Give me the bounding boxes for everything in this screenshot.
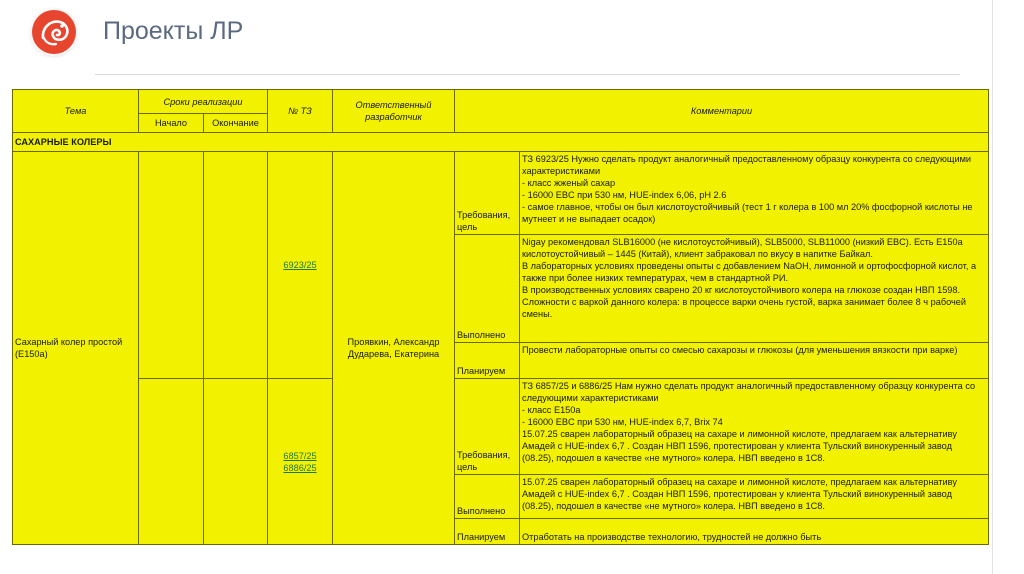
end-date-cell xyxy=(204,152,268,379)
tz-cell xyxy=(268,379,333,545)
header-tz: № ТЗ xyxy=(268,90,333,133)
row-label: Выполнено xyxy=(455,235,520,343)
row-label: Выполнено xyxy=(455,475,520,519)
slide-edge-divider xyxy=(992,0,993,574)
comment-text: Провести лабораторные опыты со смесью сахарозы и глюкозы (для уменьшения вязкости при варке) xyxy=(520,343,989,379)
responsible-cell: Проявкин, Александр Дударева, Екатерина xyxy=(333,152,455,545)
start-date-cell xyxy=(139,152,204,379)
header-end: Окончание xyxy=(204,114,268,133)
comment-text: 15.07.25 сварен лабораторный образец на сахаре и лимонной кислоте, предлагаем как альтернативу Амадей с HUE-index 6,7 . Создан НВП 1596, протестирован у клиента Тульский винокуренный завод (08.25), подошел в качестве «не мутного» колера. НВП введено в 1С8. xyxy=(520,475,989,519)
tz-link[interactable]: 6886/25 xyxy=(283,462,317,473)
header-row xyxy=(13,90,989,114)
comment-text: ТЗ 6923/25 Нужно сделать продукт аналогичный предоставленному образцу конкурента со следующими характеристиками - класс жженый сахар - 16000 EBC при 530 нм, HUE-index 6,06, pH 2.6 - самое главное, чтобы он был кислотоустойчивый (тест 1 г колера в 100 мл 20% фосфорной кислоты не мутнеет и не выпадает осадок) xyxy=(520,152,989,235)
comment-text: Отработать на производстве технологию, трудностей не должно быть xyxy=(520,519,989,545)
table-row xyxy=(13,152,989,235)
tz-link[interactable]: 6857/25 xyxy=(283,450,317,461)
topic-cell: Сахарный колер простой (Е150а) xyxy=(13,152,139,545)
section-title: САХАРНЫЕ КОЛЕРЫ xyxy=(13,133,989,152)
row-label: Планируем xyxy=(455,519,520,545)
row-label: Планируем xyxy=(455,343,520,379)
header-tema: Тема xyxy=(13,90,139,133)
header-sroki: Сроки реализации xyxy=(139,90,268,114)
header-comments: Комментарии xyxy=(455,90,989,133)
tz-link[interactable]: 6923/25 xyxy=(283,260,317,270)
end-date-cell xyxy=(204,379,268,545)
chameleon-logo-icon xyxy=(32,10,76,54)
row-label: Требования, цель xyxy=(455,152,520,235)
comment-text: Nigay рекомендовал SLB16000 (не кислотоустойчивый), SLB5000, SLB11000 (низкий EBC). Есть Е150а кислотоустойчивый – 1445 (Китай), клиент забраковал по вкусу в напитке Байкал. В лабораторных условиях проведены опыты с добавлением NaOH, лимонной и ортофосфорной кислот, а также при более низких температурах, чем в стандартной РИ. В производственных условиях сварено 20 кг кислотоустойчивого колера на глюкозе создан НВП 1598. Сложности с варкой данного колера: в процессе варки очень густой, варка занимает более 8 ч рабочей смены. xyxy=(520,235,989,343)
header-start: Начало xyxy=(139,114,204,133)
section-row xyxy=(13,133,989,152)
tz-cell xyxy=(268,152,333,379)
header-responsible: Ответственный разработчик xyxy=(333,90,455,133)
projects-table xyxy=(12,89,989,545)
page-title: Проекты ЛР xyxy=(103,17,244,45)
comment-text: ТЗ 6857/25 и 6886/25 Нам нужно сделать продукт аналогичный предоставленному образцу конкурента со следующими характеристиками - класс Е150а - 16000 EBC при 530 нм, HUE-index 6,7, Brix 74 15.07.25 сварен лабораторный образец на сахаре и лимонной кислоте, предлагаем как альтернативу Амадей с HUE-index 6,7 . Создан НВП 1596, протестирован у клиента Тульский винокуренный завод (08.25), подошел в качестве «не мутного» колера. НВП введено в 1С8. xyxy=(520,379,989,475)
start-date-cell xyxy=(139,379,204,545)
table-row xyxy=(13,379,989,475)
title-divider xyxy=(95,74,960,75)
row-label: Требования, цель xyxy=(455,379,520,475)
